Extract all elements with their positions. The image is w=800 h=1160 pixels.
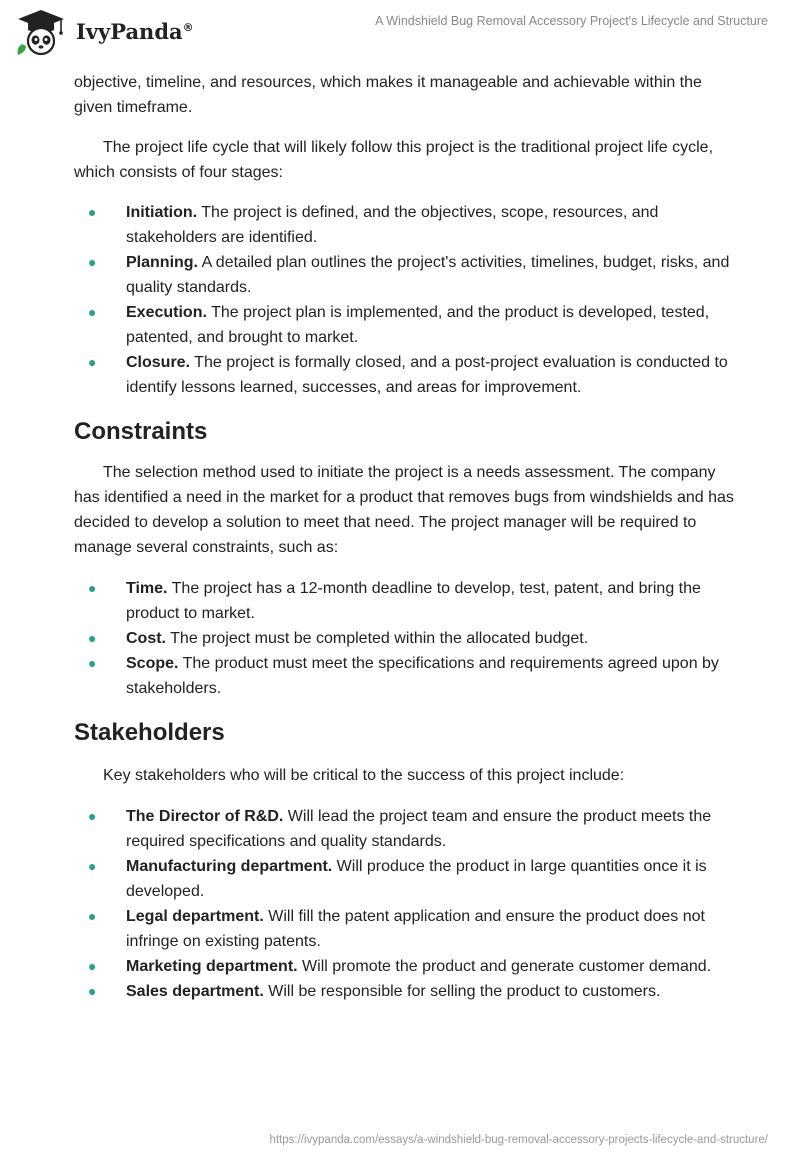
stakeholders-list	[74, 804, 734, 1004]
item-term: Sales department.	[126, 983, 264, 1000]
item-term: Marketing department.	[126, 958, 298, 975]
list-item	[74, 804, 734, 854]
list-item	[74, 904, 734, 954]
item-text: A detailed plan outlines the project's activities, timelines, budget, risks, and quality standards.	[126, 254, 730, 296]
item-text: Will promote the product and generate customer demand.	[297, 958, 712, 975]
bullet-icon: ●	[88, 983, 97, 999]
bullet-icon: ●	[88, 204, 97, 220]
item-term: Initiation.	[126, 204, 198, 221]
source-url[interactable]: https://ivypanda.com/essays/a-windshield-bug-removal-accessory-projects-lifecycle-and-structure/	[269, 1134, 768, 1146]
bullet-icon: ●	[88, 354, 97, 370]
item-term: Legal department.	[126, 908, 264, 925]
bullet-icon: ●	[88, 655, 97, 671]
list-item	[74, 350, 734, 400]
bullet-icon: ●	[88, 304, 97, 320]
brand-name: IvyPanda®	[76, 18, 194, 44]
page-header	[0, 0, 800, 64]
lifecycle-paragraph: The project life cycle that will likely follow this project is the traditional project life cycle, which consists of four stages:	[74, 139, 714, 181]
panda-graduate-icon	[14, 8, 68, 56]
item-text: The product must meet the specifications and requirements agreed upon by stakeholders.	[126, 655, 719, 697]
item-term: Cost.	[126, 630, 166, 647]
continuation-paragraph: objective, timeline, and resources, which makes it manageable and achievable within the given timeframe.	[74, 74, 702, 116]
list-item	[74, 250, 734, 300]
list-item	[74, 200, 734, 250]
stakeholders-heading: Stakeholders	[74, 719, 225, 746]
item-text: The project plan is implemented, and the product is developed, tested, patented, and brought to market.	[126, 304, 710, 346]
bullet-icon: ●	[88, 908, 97, 924]
list-item	[74, 954, 734, 979]
item-term: Planning.	[126, 254, 198, 271]
bullet-icon: ●	[88, 808, 97, 824]
constraints-list	[74, 576, 734, 701]
item-term: Manufacturing department.	[126, 858, 333, 875]
bullet-icon: ●	[88, 254, 97, 270]
bullet-icon: ●	[88, 858, 97, 874]
item-text: Will produce the product in large quantities once it is developed.	[126, 858, 707, 900]
item-text: Will lead the project team and ensure the product meets the required specifications and quality standards.	[126, 808, 712, 850]
list-item	[74, 576, 734, 626]
item-text: Will be responsible for selling the product to customers.	[263, 983, 661, 1000]
bullet-icon: ●	[88, 958, 97, 974]
item-text: The project has a 12-month deadline to develop, test, patent, and bring the product to market.	[126, 580, 701, 622]
list-item	[74, 300, 734, 350]
constraints-heading: Constraints	[74, 418, 208, 445]
bullet-icon: ●	[88, 580, 97, 596]
document-title: A Windshield Bug Removal Accessory Project's Lifecycle and Structure	[375, 14, 768, 28]
item-term: Scope.	[126, 655, 179, 672]
essay-content	[74, 70, 734, 1004]
item-term: Time.	[126, 580, 168, 597]
lifecycle-list	[74, 200, 734, 400]
item-text: The project is formally closed, and a post-project evaluation is conducted to identify lessons learned, successes, and areas for improvement.	[126, 354, 728, 396]
item-term: The Director of R&D.	[126, 808, 284, 825]
item-term: Execution.	[126, 304, 207, 321]
list-item	[74, 854, 734, 904]
item-text: The project is defined, and the objectives, scope, resources, and stakeholders are identified.	[126, 204, 659, 246]
item-text: Will fill the patent application and ensure the product does not infringe on existing patents.	[126, 908, 705, 950]
constraints-paragraph: The selection method used to initiate the project is a needs assessment. The company has identified a need in the market for a product that removes bugs from windshields and has decided to develop a solution to meet that need. The project manager will be required to manage several constraints, such as:	[74, 464, 734, 556]
item-term: Closure.	[126, 354, 191, 371]
bullet-icon: ●	[88, 630, 97, 646]
item-text: The project must be completed within the allocated budget.	[166, 630, 589, 647]
stakeholders-paragraph: Key stakeholders who will be critical to the success of this project include:	[103, 767, 625, 784]
registered-mark: ®	[182, 20, 194, 34]
list-item	[74, 651, 734, 701]
list-item	[74, 626, 734, 651]
ivypanda-logo[interactable]	[14, 8, 194, 56]
list-item	[74, 979, 734, 1004]
